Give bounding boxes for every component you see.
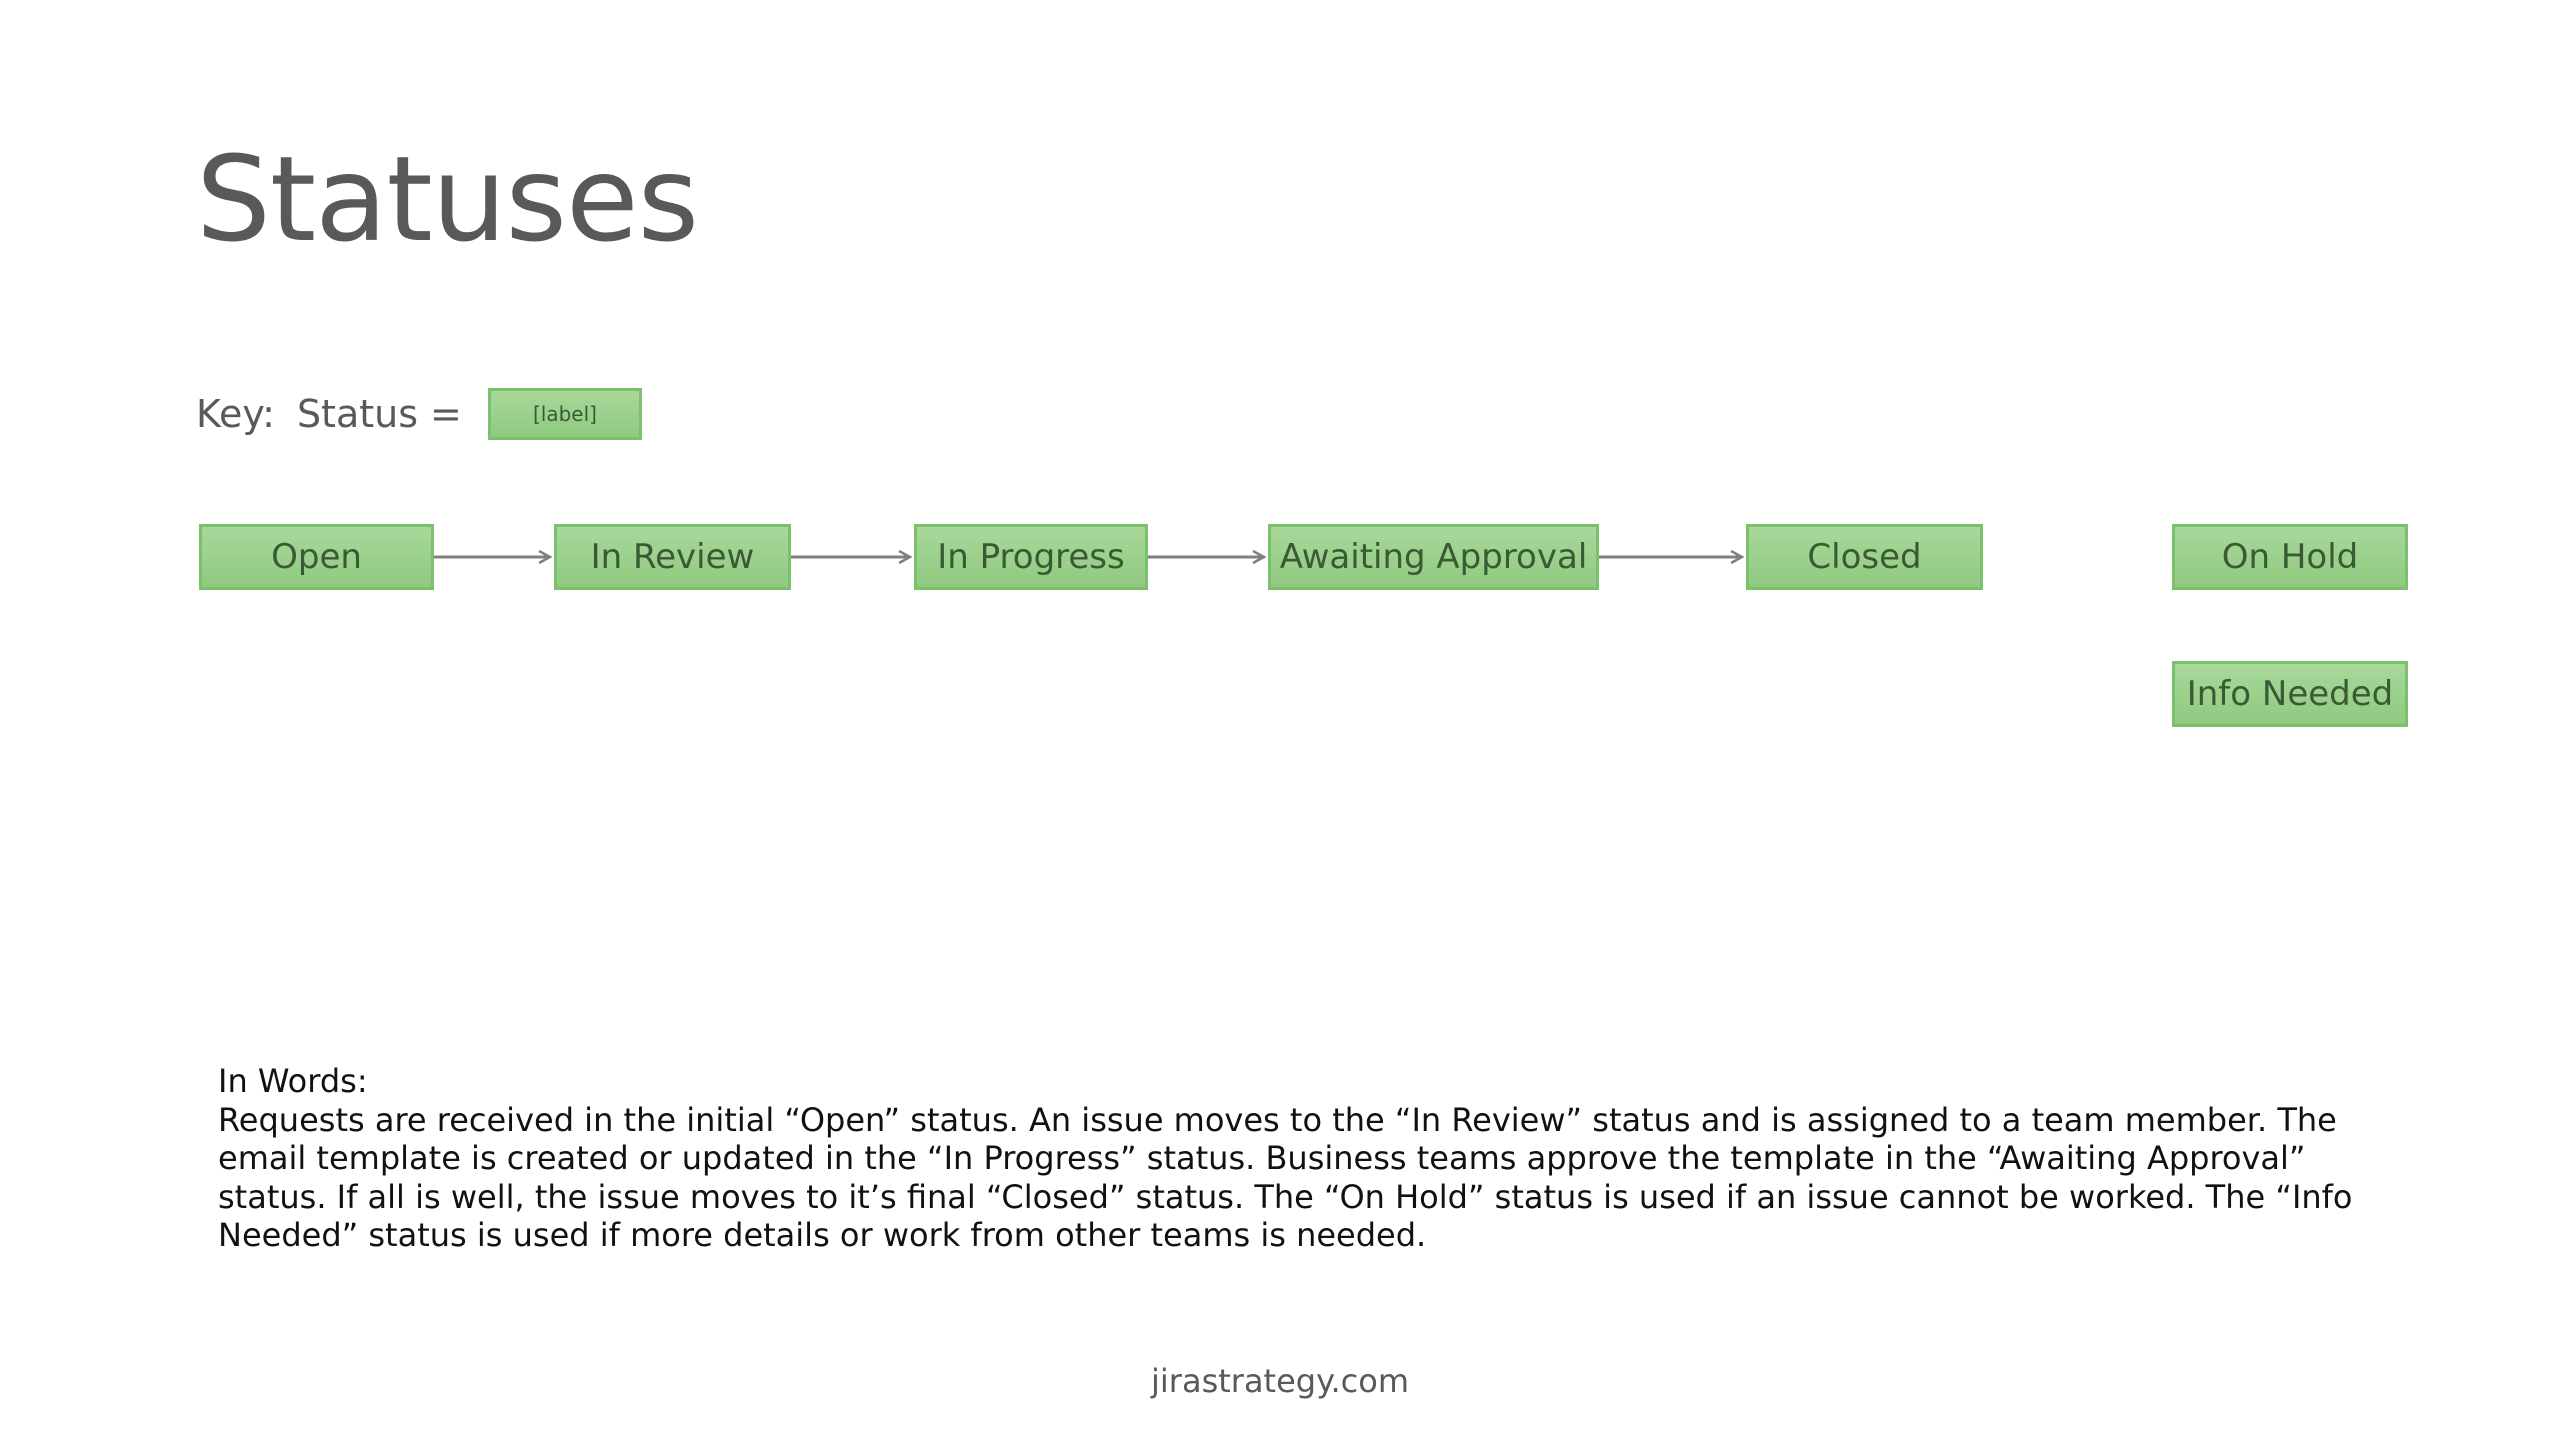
slide-title: Statuses (196, 130, 699, 268)
key-label: Key: (196, 392, 275, 436)
status-in-progress: In Progress (914, 524, 1148, 590)
key-legend (196, 392, 462, 436)
key-status-swatch: [label] (488, 388, 642, 440)
status-in-review: In Review (554, 524, 791, 590)
description-block (218, 1062, 2368, 1255)
status-awaiting-approval: Awaiting Approval (1268, 524, 1599, 590)
description-heading: In Words: (218, 1062, 368, 1100)
status-open: Open (199, 524, 434, 590)
status-closed: Closed (1746, 524, 1983, 590)
key-status-word: Status (296, 392, 419, 436)
footer-site: jirastrategy.com (1151, 1362, 1409, 1400)
status-on-hold: On Hold (2172, 524, 2408, 590)
status-info-needed: Info Needed (2172, 661, 2408, 727)
key-equals: = (430, 392, 462, 436)
description-body: Requests are received in the initial “Open” status. An issue moves to the “In Review” status and is assigned to a team member. The email template is created or updated in the “In Progress” status. Business teams approve the template in the “Awaiting Approval” status. If all is well, the issue moves to it’s final “Closed” status. The “On Hold” status is used if an issue cannot be worked. The “Info Needed” status is used if more details or work from other teams is needed. (218, 1100, 2353, 1254)
